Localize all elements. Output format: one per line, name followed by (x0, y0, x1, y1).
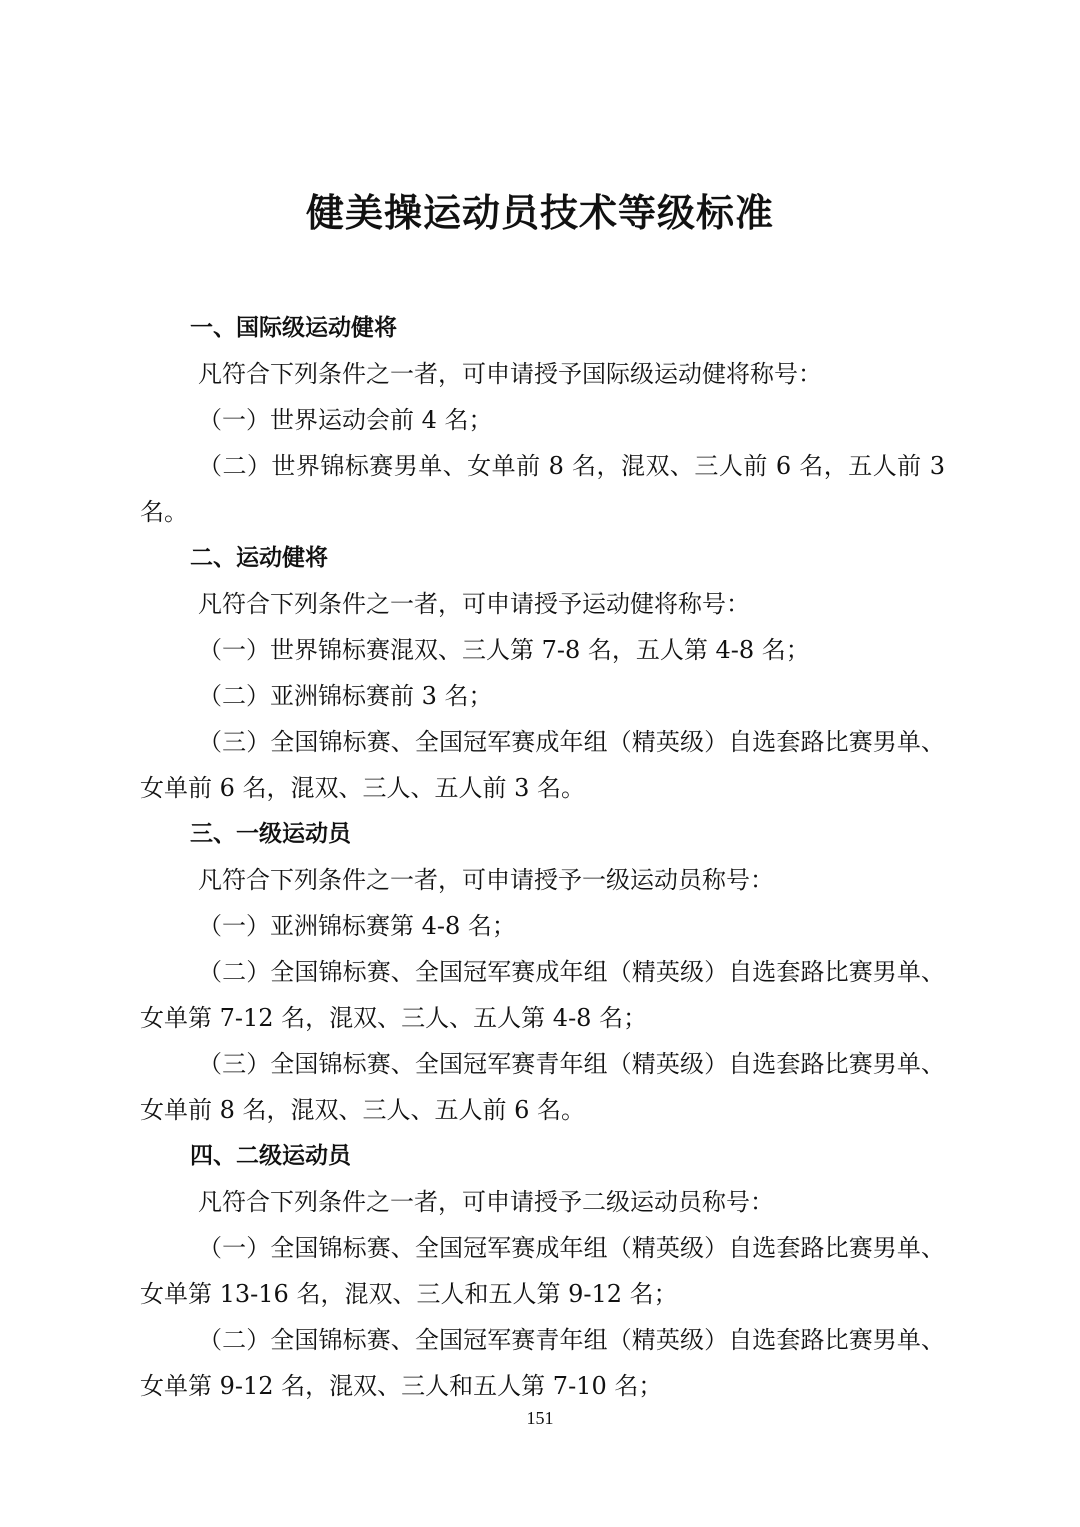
section-intro: 凡符合下列条件之一者，可申请授予一级运动员称号： (198, 866, 774, 894)
criterion-item: （一）全国锦标赛、全国冠军赛成年组（精英级）自选套路比赛男单、女单第 13-16 名，混双、三人和五人第 9-12 名； (140, 1234, 945, 1308)
section-heading: 二、运动健将 (190, 545, 328, 571)
criterion-item: （一）世界运动会前 4 名； (198, 406, 493, 434)
criterion-item: （二）全国锦标赛、全国冠军赛成年组（精英级）自选套路比赛男单、女单第 7-12 名，混双、三人、五人第 4-8 名； (140, 958, 945, 1032)
criterion-item: （一）亚洲锦标赛第 4-8 名； (198, 912, 516, 940)
section-intro: 凡符合下列条件之一者，可申请授予运动健将称号： (198, 590, 750, 618)
document-title: 健美操运动员技术等级标准 (305, 190, 774, 236)
section-intro: 凡符合下列条件之一者，可申请授予国际级运动健将称号： (198, 360, 822, 388)
section-heading: 一、国际级运动健将 (190, 315, 397, 341)
criterion-item: （二）亚洲锦标赛前 3 名； (198, 682, 493, 710)
section-heading: 四、二级运动员 (190, 1143, 351, 1169)
section-heading: 三、一级运动员 (190, 821, 351, 847)
section-master (140, 535, 945, 811)
document-body (140, 305, 945, 1409)
section-first-class (140, 811, 945, 1133)
criterion-item: （二）世界锦标赛男单、女单前 8 名，混双、三人前 6 名，五人前 3 名。 (140, 452, 945, 526)
criterion-item: （三）全国锦标赛、全国冠军赛成年组（精英级）自选套路比赛男单、女单前 6 名，混双、三人、五人前 3 名。 (140, 728, 945, 802)
criterion-item: （三）全国锦标赛、全国冠军赛青年组（精英级）自选套路比赛男单、女单前 8 名，混双、三人、五人前 6 名。 (140, 1050, 945, 1124)
criterion-item: （一）世界锦标赛混双、三人第 7-8 名，五人第 4-8 名； (198, 636, 810, 664)
section-international-master (140, 305, 945, 535)
section-intro: 凡符合下列条件之一者，可申请授予二级运动员称号： (198, 1188, 774, 1216)
section-second-class (140, 1133, 945, 1409)
page-number: 151 (526, 1408, 554, 1428)
criterion-item: （二）全国锦标赛、全国冠军赛青年组（精英级）自选套路比赛男单、女单第 9-12 名，混双、三人和五人第 7-10 名； (140, 1326, 945, 1400)
